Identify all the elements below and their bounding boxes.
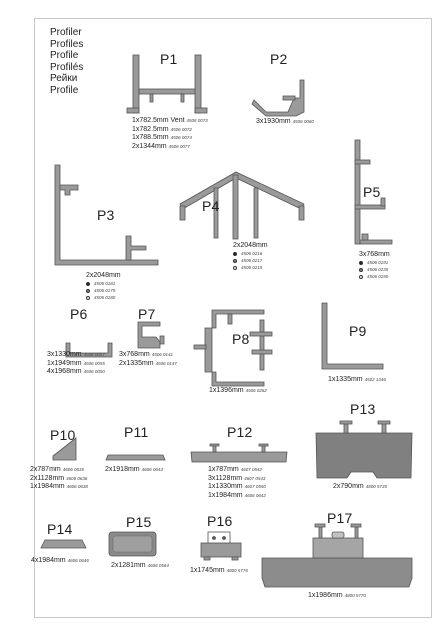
spec-row: 3x1930mm 4506 0060 (256, 118, 314, 125)
spec-row: 2x1344mm 4506 0077 (132, 142, 190, 150)
spec-list-p11 (105, 466, 163, 475)
profile-p17-drawing (262, 524, 412, 587)
profile-p2-drawing (252, 80, 304, 116)
spec-row: 2x2048mm (233, 242, 268, 249)
spec-list-p15 (111, 562, 169, 571)
profile-p8-drawing (194, 310, 272, 386)
spec-row: 1x782.5mm Vent 4506 0073 (132, 117, 208, 124)
profile-p7-drawing (138, 322, 164, 348)
spec-list-p4 (233, 242, 268, 271)
spec-row: 1x782.5mm 4506 0072 (132, 125, 192, 133)
spec-row: 2x2048mm (86, 272, 121, 279)
spec-row: 3x768mm (359, 251, 390, 258)
spec-row: 4506 0180 (86, 294, 121, 301)
spec-row: 2x790mm 4800 5735 (333, 483, 388, 490)
spec-row: 4506 0216 (233, 250, 268, 257)
spec-list-p3 (86, 272, 121, 301)
spec-list-p1 (132, 117, 208, 151)
heading-line: Рейки (50, 73, 78, 84)
heading-line: Profilés (50, 61, 84, 73)
spec-list-p2 (256, 118, 314, 127)
spec-row: 2x787mm 4606 0635 (30, 466, 85, 473)
profile-p15-drawing (109, 532, 156, 556)
spec-list-p12 (208, 466, 266, 500)
spec-row: 2x1335mm 4506 0147 (119, 359, 177, 367)
profile-p12-drawing (191, 444, 287, 462)
color-dot-black-icon (86, 282, 90, 286)
color-dot-gray-icon (86, 289, 90, 293)
profile-p14-drawing (41, 540, 86, 548)
profile-label: P13 (350, 401, 376, 417)
spec-row: 3x1128mm 4607 0543 (208, 474, 266, 482)
profile-p11-drawing (106, 455, 165, 460)
profile-label: P5 (363, 184, 381, 200)
heading-block (50, 27, 83, 96)
profile-p13-drawing (316, 421, 412, 478)
spec-row: 1x1949mm 4506 0055 (47, 359, 105, 367)
profile-label: P9 (349, 323, 367, 339)
profile-label: P14 (47, 521, 73, 537)
spec-list-p14 (31, 557, 89, 566)
color-dot-white-icon (359, 275, 363, 279)
spec-row: 2x1918mm 4606 0644 (105, 466, 163, 473)
profile-label: P10 (50, 427, 76, 443)
spec-list-p6 (47, 351, 105, 377)
color-dot-black-icon (233, 252, 237, 256)
spec-row: 2x1128mm 4606 0636 (30, 474, 88, 482)
spec-list-p9 (328, 376, 386, 385)
profile-label: P15 (126, 514, 152, 530)
heading-line: Profile (50, 84, 79, 96)
color-dot-gray-icon (359, 268, 363, 272)
spec-row: 1x1745mm 4800 5776 (190, 567, 248, 574)
heading-line: Profile (50, 50, 79, 61)
spec-row: 3x1330mm 4506 0057 (47, 351, 105, 358)
spec-list-p5 (359, 251, 390, 280)
spec-row: 1x1396mm 4506 0262 (209, 387, 267, 394)
spec-row: 4506 0179 (86, 287, 121, 294)
spec-row: 4506 0190 (359, 273, 390, 280)
spec-row: 1x788.5mm 4506 0074 (132, 134, 192, 141)
spec-row: 4506 0215 (233, 264, 268, 271)
profile-label: P4 (202, 198, 220, 214)
spec-row: 4506 0217 (233, 257, 268, 264)
profile-label: P17 (327, 510, 353, 526)
profile-label: P3 (97, 207, 115, 223)
spec-row: 4x1984mm 4606 0646 (31, 557, 89, 564)
profile-label: P7 (138, 306, 156, 322)
heading-line: Profiler (50, 27, 82, 38)
spec-row: 1x787mm 4607 0542 (208, 466, 263, 473)
spec-row: 4506 0191 (359, 259, 390, 266)
spec-row: 1x1984mm 4606 0638 (30, 483, 88, 490)
profile-label: P2 (270, 51, 288, 67)
spec-row: 1x1330mm 4607 0550 (208, 483, 266, 490)
spec-row: 4506 0181 (86, 280, 121, 287)
spec-list-p7 (119, 351, 177, 368)
spec-row: 2x1281mm 4606 0564 (111, 562, 169, 569)
profile-label: P8 (232, 331, 250, 347)
profile-p4-drawing (180, 172, 304, 239)
profile-label: P12 (227, 424, 253, 440)
spec-row: 1x1335mm 4502 1346 (328, 376, 386, 383)
spec-list-p13 (333, 483, 387, 492)
profile-label: P1 (160, 51, 178, 67)
spec-list-p8 (209, 387, 267, 396)
color-dot-white-icon (86, 296, 90, 300)
profile-label: P16 (207, 513, 233, 529)
profile-label: P11 (124, 424, 149, 440)
heading-line: Profiles (50, 38, 84, 50)
spec-row: 4x1968mm 4506 0050 (47, 368, 105, 375)
color-dot-white-icon (233, 266, 237, 270)
color-dot-gray-icon (233, 259, 237, 263)
profile-p16-drawing (201, 532, 241, 560)
spec-list-p16 (190, 567, 248, 576)
color-dot-black-icon (359, 261, 363, 265)
spec-list-p17 (308, 592, 366, 601)
spec-row: 3x768mm 4506 0141 (119, 351, 174, 358)
spec-row: 4506 0235 (359, 266, 390, 273)
spec-list-p10 (30, 466, 88, 492)
profile-label: P6 (70, 306, 88, 322)
spec-row: 1x1986mm 4800 5770 (308, 592, 366, 599)
spec-row: 1x1984mm 4606 0642 (208, 491, 266, 499)
